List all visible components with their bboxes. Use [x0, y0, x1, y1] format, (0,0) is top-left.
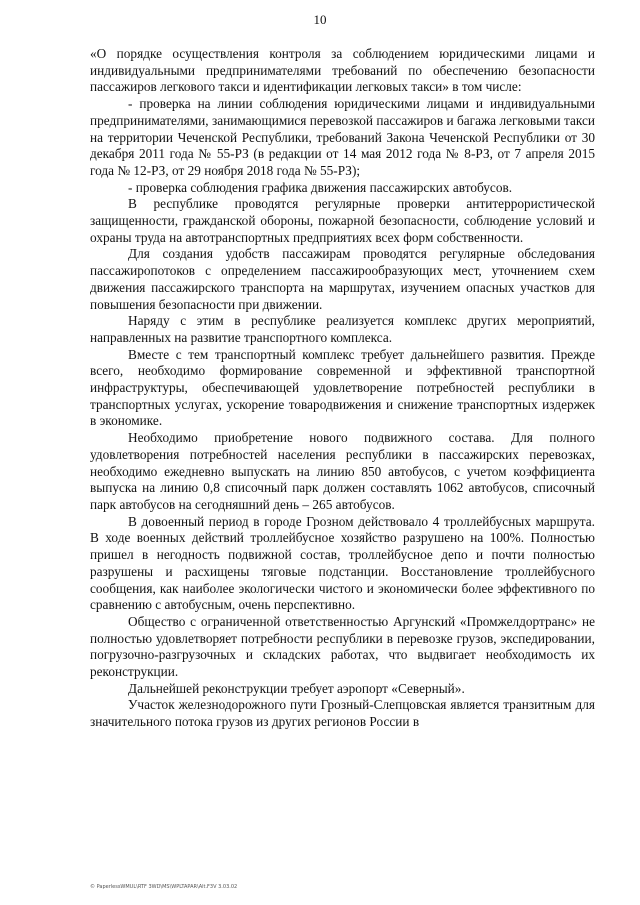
- paragraph: «О порядке осуществления контроля за соблюдением юридическими лицами и индивидуальными предпринимателями требований по обеспечению безопасности пассажиров легкового такси и идентификации легковых такси» в том числе:: [90, 46, 595, 95]
- paragraph: Наряду с этим в республике реализуется комплекс других мероприятий, направленных на развитие транспортного комплекса.: [90, 313, 595, 345]
- paragraph: - проверка на линии соблюдения юридическими лицами и индивидуальными предпринимателями, занимающимися перевозкой пассажиров и багажа легковыми такси на территории Чеченской Республики, требований Закона Чеченской Республики от 30 декабря 2011 года № 55-РЗ (в редакции от 14 мая 2012 года № 8-РЗ, от 7 апреля 2015 года № 12-РЗ, от 29 ноября 2018 года № 55-РЗ);: [90, 96, 595, 178]
- paragraph: В республике проводятся регулярные проверки антитеррористической защищенности, гражданской обороны, пожарной безопасности, соблюдение условий и охраны труда на автотранспортных предприятиях всех форм собственности.: [90, 196, 595, 245]
- footer-print-stamp: © PaperlessWMUL\RTF 3WD\MS\WPLTAPAR\Alt.F3V 3.03.02: [90, 884, 238, 890]
- paragraph: Необходимо приобретение нового подвижного состава. Для полного удовлетворения потребностей населения республики в пассажирских перевозках, необходимо ежедневно выпускать на линию 850 автобусов, с учетом коэффициента выпуска на линию 0,8 списочный парк должен составлять 1062 автобусов, списочный парк автобусов на сегодняшний день – 265 автобусов.: [90, 430, 595, 512]
- page-number: 10: [313, 12, 327, 27]
- paragraph: Вместе с тем транспортный комплекс требует дальнейшего развития. Прежде всего, необходимо формирование современной и эффективной транспортной инфраструктуры, обеспечивающей удовлетворение потребностей республики в транспортных услугах, ускорение товародвижения и снижение транспортных издержек в экономике.: [90, 346, 595, 429]
- paragraph: Дальнейшей реконструкции требует аэропорт «Северный».: [128, 680, 465, 696]
- paragraph: Для создания удобств пассажирам проводятся регулярные обследования пассажиропотоков с определением пассажирообразующих мест, уточнением схем движения пассажирского транспорта на маршрутах, изучением опасных участков для повышения безопасности при движении.: [90, 246, 595, 312]
- paragraph: В довоенный период в городе Грозном действовало 4 троллейбусных маршрута. В ходе военных действий троллейбусное хозяйство разрушено на 100%. Полностью пришел в негодность подвижной состав, троллейбусное депо и почти полностью разрушены и расхищены тяговые подстанции. Восстановление троллейбусного сообщения, как наиболее экологически чистого и экономически более эффективного по сравнению с автобусным, очень перспективно.: [90, 513, 595, 613]
- document-body: [90, 46, 595, 731]
- paragraph: Участок железнодорожного пути Грозный-Слепцовская является транзитным для значительного потока грузов из других регионов России в: [90, 697, 595, 730]
- paragraph: Общество с ограниченной ответственностью Аргунский «Промжелдортранс» не полностью удовлетворяет потребности республики в перевозке грузов, экспедировании, погрузочно-разгрузочных и складских работах, что выдвигает необходимость их реконструкции.: [90, 613, 595, 680]
- paragraph: - проверка соблюдения графика движения пассажирских автобусов.: [128, 179, 513, 195]
